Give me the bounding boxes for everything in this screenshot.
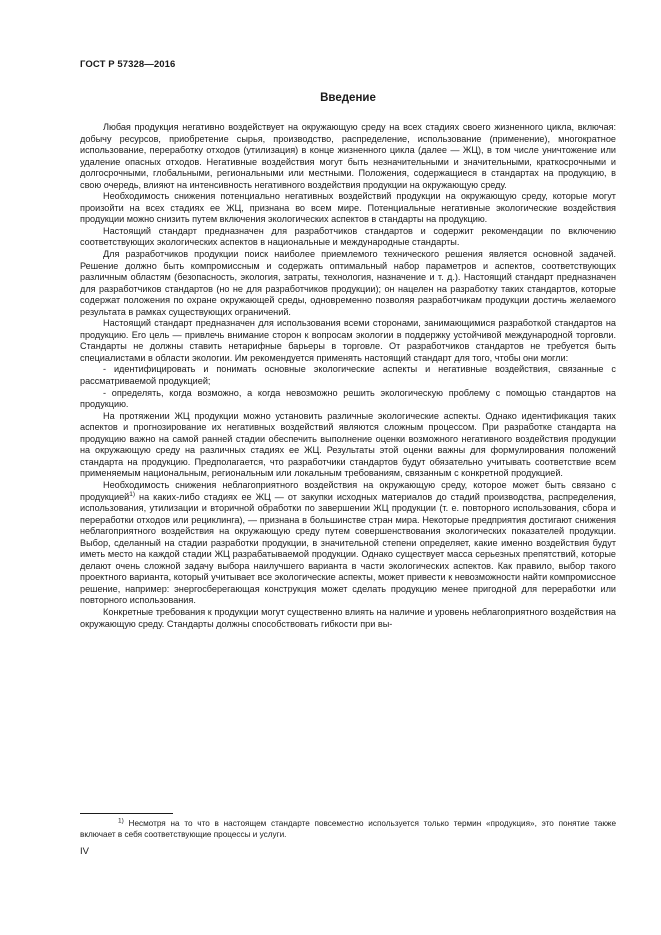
paragraph: Для разработчиков продукции поиск наиболее приемлемого технического решения является основной задачей. Решение должно быть компромиссным и содержать оптимальный набор параметров и аспектов, соответствующих различным областям (безопасность, экология, затраты, технология, назначение и т. д.). Настоящий стандарт предназначен для разработчиков стандартов (но не для разработчиков продукции); он нацелен на разработку таких стандартов, которые содержат положения по охране окружающей среды, одновременно позволяя разработчикам продукции достичь желаемого результата в рамках существующих ограничений. [80, 249, 616, 317]
paragraph: Любая продукция негативно воздействует на окружающую среду на всех стадиях своего жизненного цикла, включая: добычу ресурсов, приобретение сырья, производство, распределение, использование (применение), многократное использование, переработку отходов (утилизация) в конце жизненного цикла (далее — ЖЦ), в том числе уничтожение или удаление опасных отходов. Негативные воздействия могут быть незначительными и значительными, краткосрочными и долгосрочными, глобальными, региональными или местными. Положения, содержащиеся в стандартах на продукцию, в свою очередь, влияют на интенсивность негативного воздействия продукции на окружающую среду. [80, 122, 616, 190]
paragraph: На протяжении ЖЦ продукции можно установить различные экологические аспекты. Однако идентификация таких аспектов и прогнозирование их негативных воздействий являются сложным процессом. При разработке стандарта на продукцию важно на самой ранней стадии обеспечить выполнение оценки возможного негативного воздействия продукции на окружающую среду на различных стадиях ее ЖЦ. Результаты этой оценки важны для формулирования положений стандарта на продукцию. Предполагается, что разработчики стандартов будут обязательно учитывать соответствие всем применяемым национальным, региональным или локальным требованиям, связанным с конкретной продукцией. [80, 410, 616, 479]
list-item: - определять, когда возможно, а когда невозможно решить экологическую проблему с помощью стандартов на продукцию. [80, 387, 616, 410]
footnote-text: Несмотря на то что в настоящем стандарте повсеместно используется только термин «продукция», это понятие также включает в себя соответствующие процессы и услуги. [80, 819, 616, 839]
footnote-reference: 1) [129, 490, 136, 498]
list-item: - идентифицировать и понимать основные экологические аспекты и негативные воздействия, связанные с рассматриваемой продукцией; [80, 364, 616, 387]
footnote [80, 818, 616, 840]
document-header: ГОСТ Р 57328—2016 [80, 59, 176, 70]
paragraph: Необходимость снижения потенциально негативных воздействий продукции на окружающую среду, которые могут произойти на всех стадиях ее ЖЦ, признана во всем мире. Потенциальные негативные экологические воздействия продукции можно снизить путем включения экологических аспектов в стандарты на продукцию. [80, 191, 616, 225]
paragraph: Конкретные требования к продукции могут существенно влиять на наличие и уровень неблагоприятного воздействия на окружающую среду. Стандарты должны способствовать гибкости при вы- [80, 606, 616, 629]
paragraph-text-start: Необходимость снижения неблагоприятного воздействия на окружающую среду, которое может быть связано с продукцией [80, 479, 616, 502]
body-text [80, 122, 616, 630]
paragraph-text-end: на каких-либо стадиях ее ЖЦ — от закупки исходных материалов до стадий производства, распределения, использования, утилизации и вторичной обработки по завершении ЖЦ продукции (т. е. повторного использования, сбора и переработки отходов или рециклинга), — признана в большинстве стран мира. Некоторые предприятия достигают снижения неблагоприятного воздействия на окружающую среду путем совершенствования экологических показателей продукции. Выбор, сделанный на стадии разработки продукции, в значительной степени определяет, какие именно воздействия будут иметь место на каждой стадии ЖЦ разрабатываемой продукции. Однако существует масса серьезных препятствий, которые делают очень сложной задачу выбора наилучшего варианта в части экологических аспектов. Как правило, выбор такого проектного варианта, который учитывает все экологические аспекты, может привести к невозможности найти компромиссное решение, например: энергосберегающая конструкция может сделать продукцию менее пригодной для переработки или повторного использования. [80, 491, 616, 606]
paragraph: Настоящий стандарт предназначен для использования всеми сторонами, занимающимися разработкой стандартов на продукцию. Его цель — привлечь внимание сторон к вопросам экологии в поддержку устойчивой международной торговли. Стандарты не должны ставить нетарифные барьеры в торговле. От разработчиков стандартов не требуется быть специалистами в области экологии. Им рекомендуется применять настоящий стандарт для того, чтобы они могли: [80, 318, 616, 363]
paragraph: Настоящий стандарт предназначен для разработчиков стандартов и содержит рекомендации по включению соответствующих экологических аспектов в национальные и международные стандарты. [80, 225, 616, 248]
paragraph-with-footnote [80, 480, 616, 607]
footnote-divider [80, 813, 173, 814]
footnote-marker: 1) [118, 817, 124, 825]
section-title: Введение [320, 92, 376, 104]
page-number: IV [80, 846, 89, 857]
